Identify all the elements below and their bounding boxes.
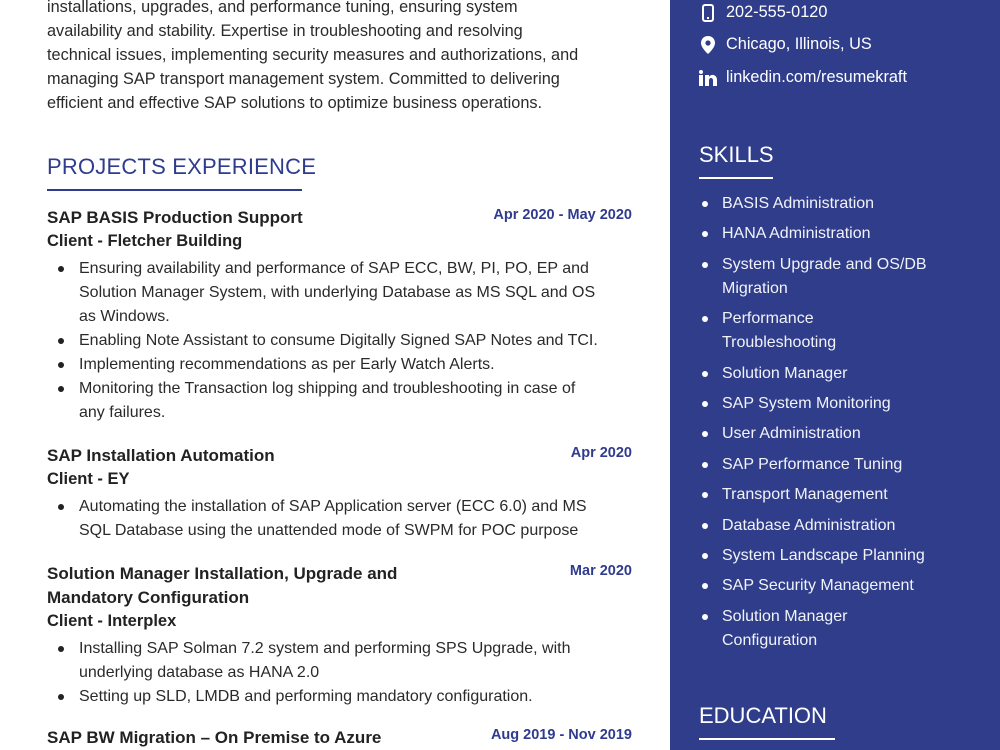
bullet-icon [702,553,708,559]
skill-item [699,605,989,653]
projects-heading: PROJECTS EXPERIENCE [47,154,317,179]
bullet-icon [702,583,708,589]
skill-text: Database Administration [722,516,896,534]
skill-item [699,192,989,216]
skill-text: Solution Manager Configuration [722,607,848,649]
bullet-icon [702,523,708,529]
list-item [47,329,632,353]
projects-heading-rule [47,189,302,191]
project-entry [47,726,632,750]
bullet-icon [58,266,64,272]
skill-text: Performance Troubleshooting [722,310,837,352]
project-title: SAP BASIS Production Support [47,208,303,227]
bullet-icon [58,386,64,392]
location-text: Chicago, Illinois, US [726,35,872,53]
project-title: Solution Manager Installation, Upgrade and Mandatory Configuration [47,564,398,607]
project-title: SAP Installation Automation [47,446,275,465]
list-item [47,685,632,709]
project-client: Client - Fletcher Building [47,232,243,250]
skill-item [699,392,989,416]
project-entry [47,444,632,543]
skill-item [699,453,989,477]
list-item [47,257,632,329]
list-item [47,377,632,425]
bullet-icon [58,362,64,368]
summary-text: installations, upgrades, and performance tuning, ensuring system availability and stability. Expertise in troubleshooting and resolving technical issues, implementing security measures and authorizations, and managing SAP transport management system. Committed to delivering efficient and effective SAP solutions to optimize business operations. [47,0,579,112]
education-heading: EDUCATION [699,703,827,728]
bullet-text: Setting up SLD, LMDB and performing mandatory configuration. [79,688,533,705]
skill-item [699,307,989,355]
education-heading-rule [699,738,835,740]
skills-heading: SKILLS [699,142,774,167]
map-pin-icon [699,36,717,54]
skill-item [699,222,989,246]
bullet-text: Implementing recommendations as per Early Watch Alerts. [79,356,495,373]
skill-text: Transport Management [722,486,888,504]
skill-item [699,253,989,301]
bullet-icon [702,462,708,468]
bullet-icon [702,431,708,437]
project-date: Apr 2020 - May 2020 [493,207,632,223]
list-item [47,353,632,377]
bullet-icon [702,401,708,407]
skill-text: HANA Administration [722,225,871,243]
bullet-text: Monitoring the Transaction log shipping and troubleshooting in case of any failures. [79,380,576,421]
project-title: SAP BW Migration – On Premise to Azure [47,728,382,747]
project-date: Aug 2019 - Nov 2019 [490,727,632,743]
skill-text: System Upgrade and OS/DB Migration [722,255,927,297]
skill-item [699,574,989,598]
skill-text: SAP Performance Tuning [722,455,903,473]
project-client: Client - Interplex [47,612,177,630]
bullet-icon [702,201,708,207]
bullet-icon [702,492,708,498]
skill-item [699,514,989,538]
skill-item [699,422,989,446]
skill-text: SAP Security Management [722,577,914,595]
skill-item [699,483,989,507]
bullet-icon [702,231,708,237]
bullet-text: Enabling Note Assistant to consume Digitally Signed SAP Notes and TCI. [79,332,598,349]
project-entry [47,206,632,425]
skill-item [699,544,989,568]
skill-text: SAP System Monitoring [722,394,891,412]
contact-location [699,35,872,54]
bullet-text: Installing SAP Solman 7.2 system and performing SPS Upgrade, with underlying database as HANA 2.0 [79,640,571,681]
bullet-icon [702,614,708,620]
contact-linkedin[interactable] [699,68,907,87]
phone-text: 202-555-0120 [726,3,828,21]
bullet-text: Ensuring availability and performance of SAP ECC, BW, PI, PO, EP and Solution Manager System, with underlying Database as MS SQL and OS as Windows. [79,260,596,325]
skills-list [699,192,989,659]
bullet-icon [58,338,64,344]
skill-text: System Landscape Planning [722,546,925,564]
linkedin-link[interactable]: linkedin.com/resumekraft [726,68,907,86]
skills-heading-rule [699,177,773,179]
skill-text: Solution Manager [722,364,848,382]
project-entry [47,562,632,709]
contact-phone [699,3,827,22]
project-date: Mar 2020 [569,563,632,579]
phone-icon [699,4,717,22]
bullet-icon [702,316,708,322]
skill-text: User Administration [722,425,861,443]
linkedin-icon [699,70,717,86]
bullet-icon [58,694,64,700]
list-item [47,495,632,543]
skill-item [699,362,989,386]
bullet-icon [58,646,64,652]
project-date: Apr 2020 [570,445,632,461]
list-item [47,637,632,685]
skill-text: BASIS Administration [722,195,875,212]
bullet-icon [58,504,64,510]
sidebar [670,0,1000,750]
bullet-icon [702,371,708,377]
bullet-text: Automating the installation of SAP Application server (ECC 6.0) and MS SQL Database using the unattended mode of SWPM for POC purpose [79,498,587,539]
bullet-icon [702,262,708,268]
project-client: Client - EY [47,470,130,488]
